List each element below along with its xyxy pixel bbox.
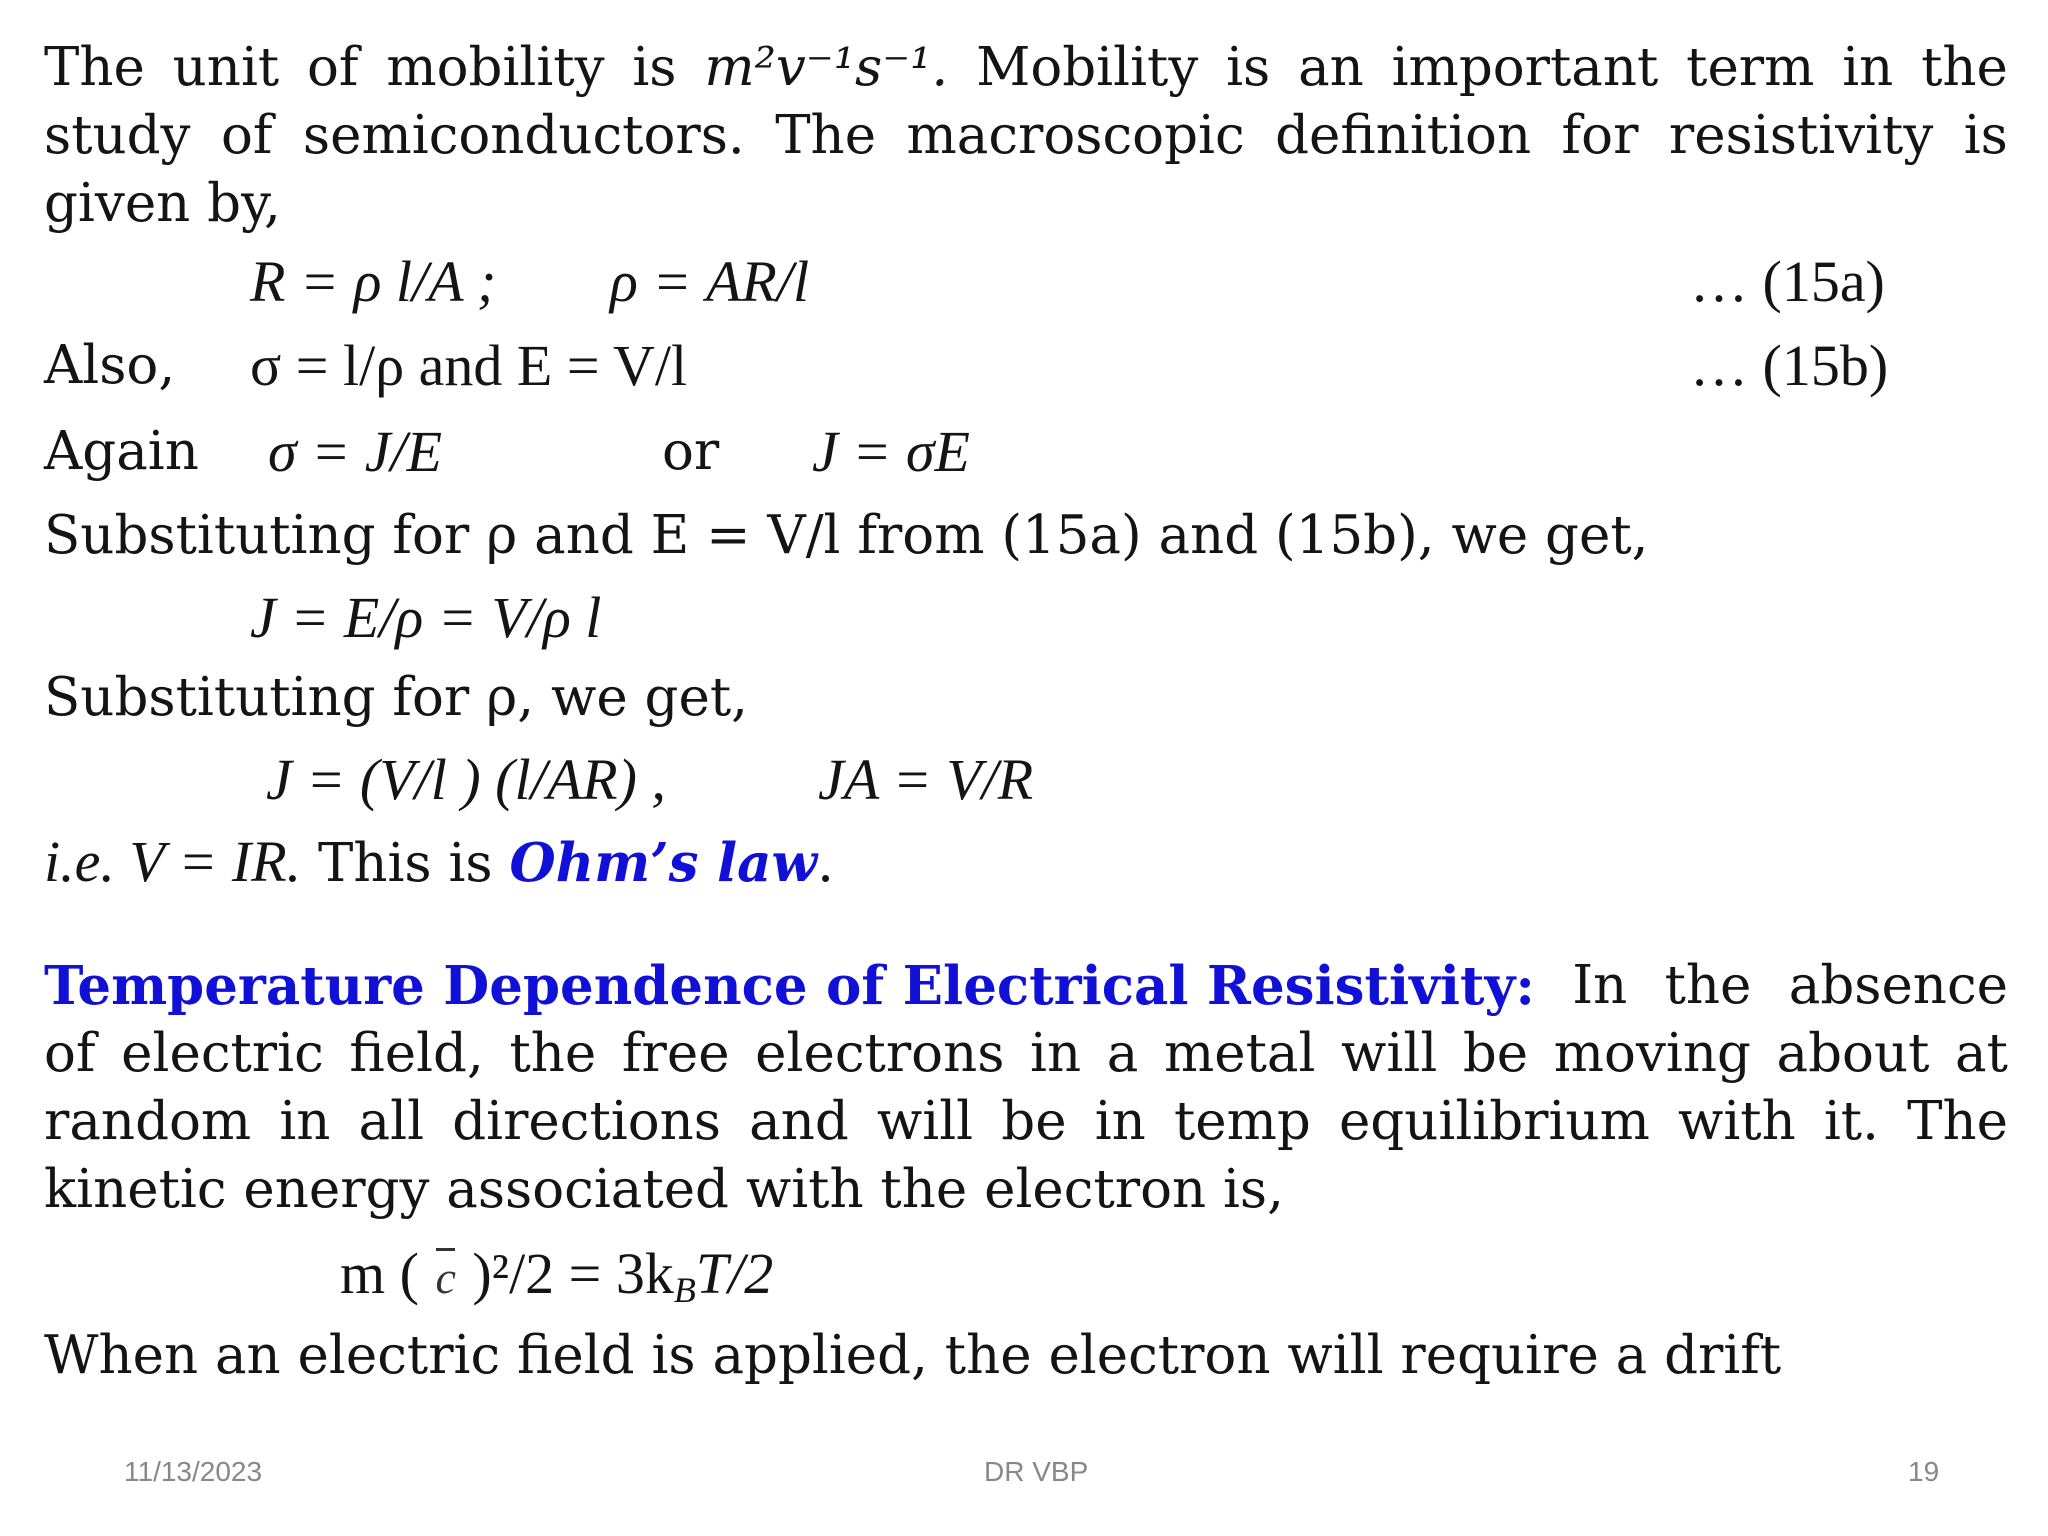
word: mobility [386,37,605,98]
word: metal [1163,1023,1316,1084]
word: The [775,105,877,166]
footer-date: 11/13/2023 [124,1456,263,1487]
word: moving [1553,1023,1751,1084]
section-heading: Temperature Dependence of Electrical Resistivity: [44,955,1535,1017]
j-sigma-equation: J = σE [812,419,970,484]
ke-subscript: B [673,1269,696,1310]
word: with [1677,1091,1796,1152]
word: unit [172,37,280,98]
word: Mobility [976,37,1199,98]
ke-middle: )²/2 = 3k [472,1241,674,1306]
equation-15a-right: ρ = AR/l [610,249,810,314]
also-label: Also, [44,335,176,396]
mobility-unit: m²v⁻¹s⁻¹. [704,37,949,98]
temp-line3 [44,1088,2008,1156]
word: The [44,37,145,98]
word: is [632,37,677,98]
word: In [1572,955,1628,1016]
word: important [1391,37,1659,98]
ke-tail: T/2 [695,1241,774,1306]
word: electric [121,1023,324,1084]
word: resistivity [1668,105,1934,166]
word: be [1001,1091,1067,1152]
word: all [358,1091,425,1152]
para1-line3: given by, [44,173,281,234]
sigma-equation: σ = J/E [268,419,443,484]
word: of [44,1023,96,1084]
word: at [1955,1023,2008,1084]
word: free [621,1023,730,1084]
ke-mass: m ( [340,1241,419,1306]
temp-line4: kinetic energy associated with the electron is, [44,1159,1284,1220]
word: directions [452,1091,721,1152]
footer-author: DR VBP [984,1456,1089,1487]
word: and [749,1091,849,1152]
footer-page-number: 19 [1908,1456,1940,1487]
word: the [509,1023,597,1084]
temp-line2 [44,1020,2008,1088]
word: about [1776,1023,1930,1084]
word: random [44,1091,252,1152]
word: will [876,1091,974,1152]
equation-15b: σ = l/ρ and E = V/l [250,333,688,398]
ohms-law-line [44,828,834,898]
word: for [1561,105,1639,166]
word: a [1106,1023,1139,1084]
word: equilibrium [1338,1091,1650,1152]
ohm-period: . [817,833,834,894]
kinetic-energy-equation [340,1240,773,1312]
para1-line1 [44,34,2008,102]
ohms-law-term: Ohm’s law [509,832,818,894]
substituting-text-2: Substituting for ρ, we get, [44,667,748,728]
word: in [279,1091,331,1152]
word: the [1664,955,1752,1016]
again-label: Again [44,421,199,482]
word: in [1094,1091,1146,1152]
word: in [1030,1023,1082,1084]
mean-velocity-symbol: c [433,1244,457,1312]
j-equation-right: JA = V/R [818,747,1034,812]
word: study [44,105,191,166]
j-equation-left: J = (V/l ) (l/AR) , [266,747,666,812]
ohm-equation: i.e. V = IR. [44,829,302,894]
temp-line1 [44,952,2008,1020]
word: it. [1823,1091,1879,1152]
substituting-text-1: Substituting for ρ and E = V/l from (15a) and (15b), we get, [44,505,1649,566]
word: absence [1788,955,2008,1016]
para1-line2 [44,102,2008,170]
current-density-equation: J = E/ρ = V/ρ l [250,585,602,650]
word: semiconductors. [302,105,745,166]
equation-number-15b: … (15b) [1690,333,1889,398]
last-line: When an electric field is applied, the electron will require a drift [44,1325,1782,1386]
word: is [1963,105,2008,166]
word: the [1921,37,2008,98]
equation-number-15a: … (15a) [1690,249,1885,314]
word: of [220,105,273,166]
word: The [1907,1091,2008,1152]
ohm-text: This is [301,833,510,894]
word: in [1842,37,1894,98]
word: temp [1173,1091,1311,1152]
word: macroscopic [906,105,1245,166]
word: field, [349,1023,484,1084]
word: be [1462,1023,1529,1084]
word: term [1686,37,1815,98]
word: of [307,37,359,98]
word: an [1298,37,1364,98]
word: is [1226,37,1271,98]
or-label: or [662,421,720,482]
word: will [1341,1023,1438,1084]
word: definition [1275,105,1532,166]
word: electrons [755,1023,1005,1084]
equation-15a-left: R = ρ l/A ; [250,249,497,314]
